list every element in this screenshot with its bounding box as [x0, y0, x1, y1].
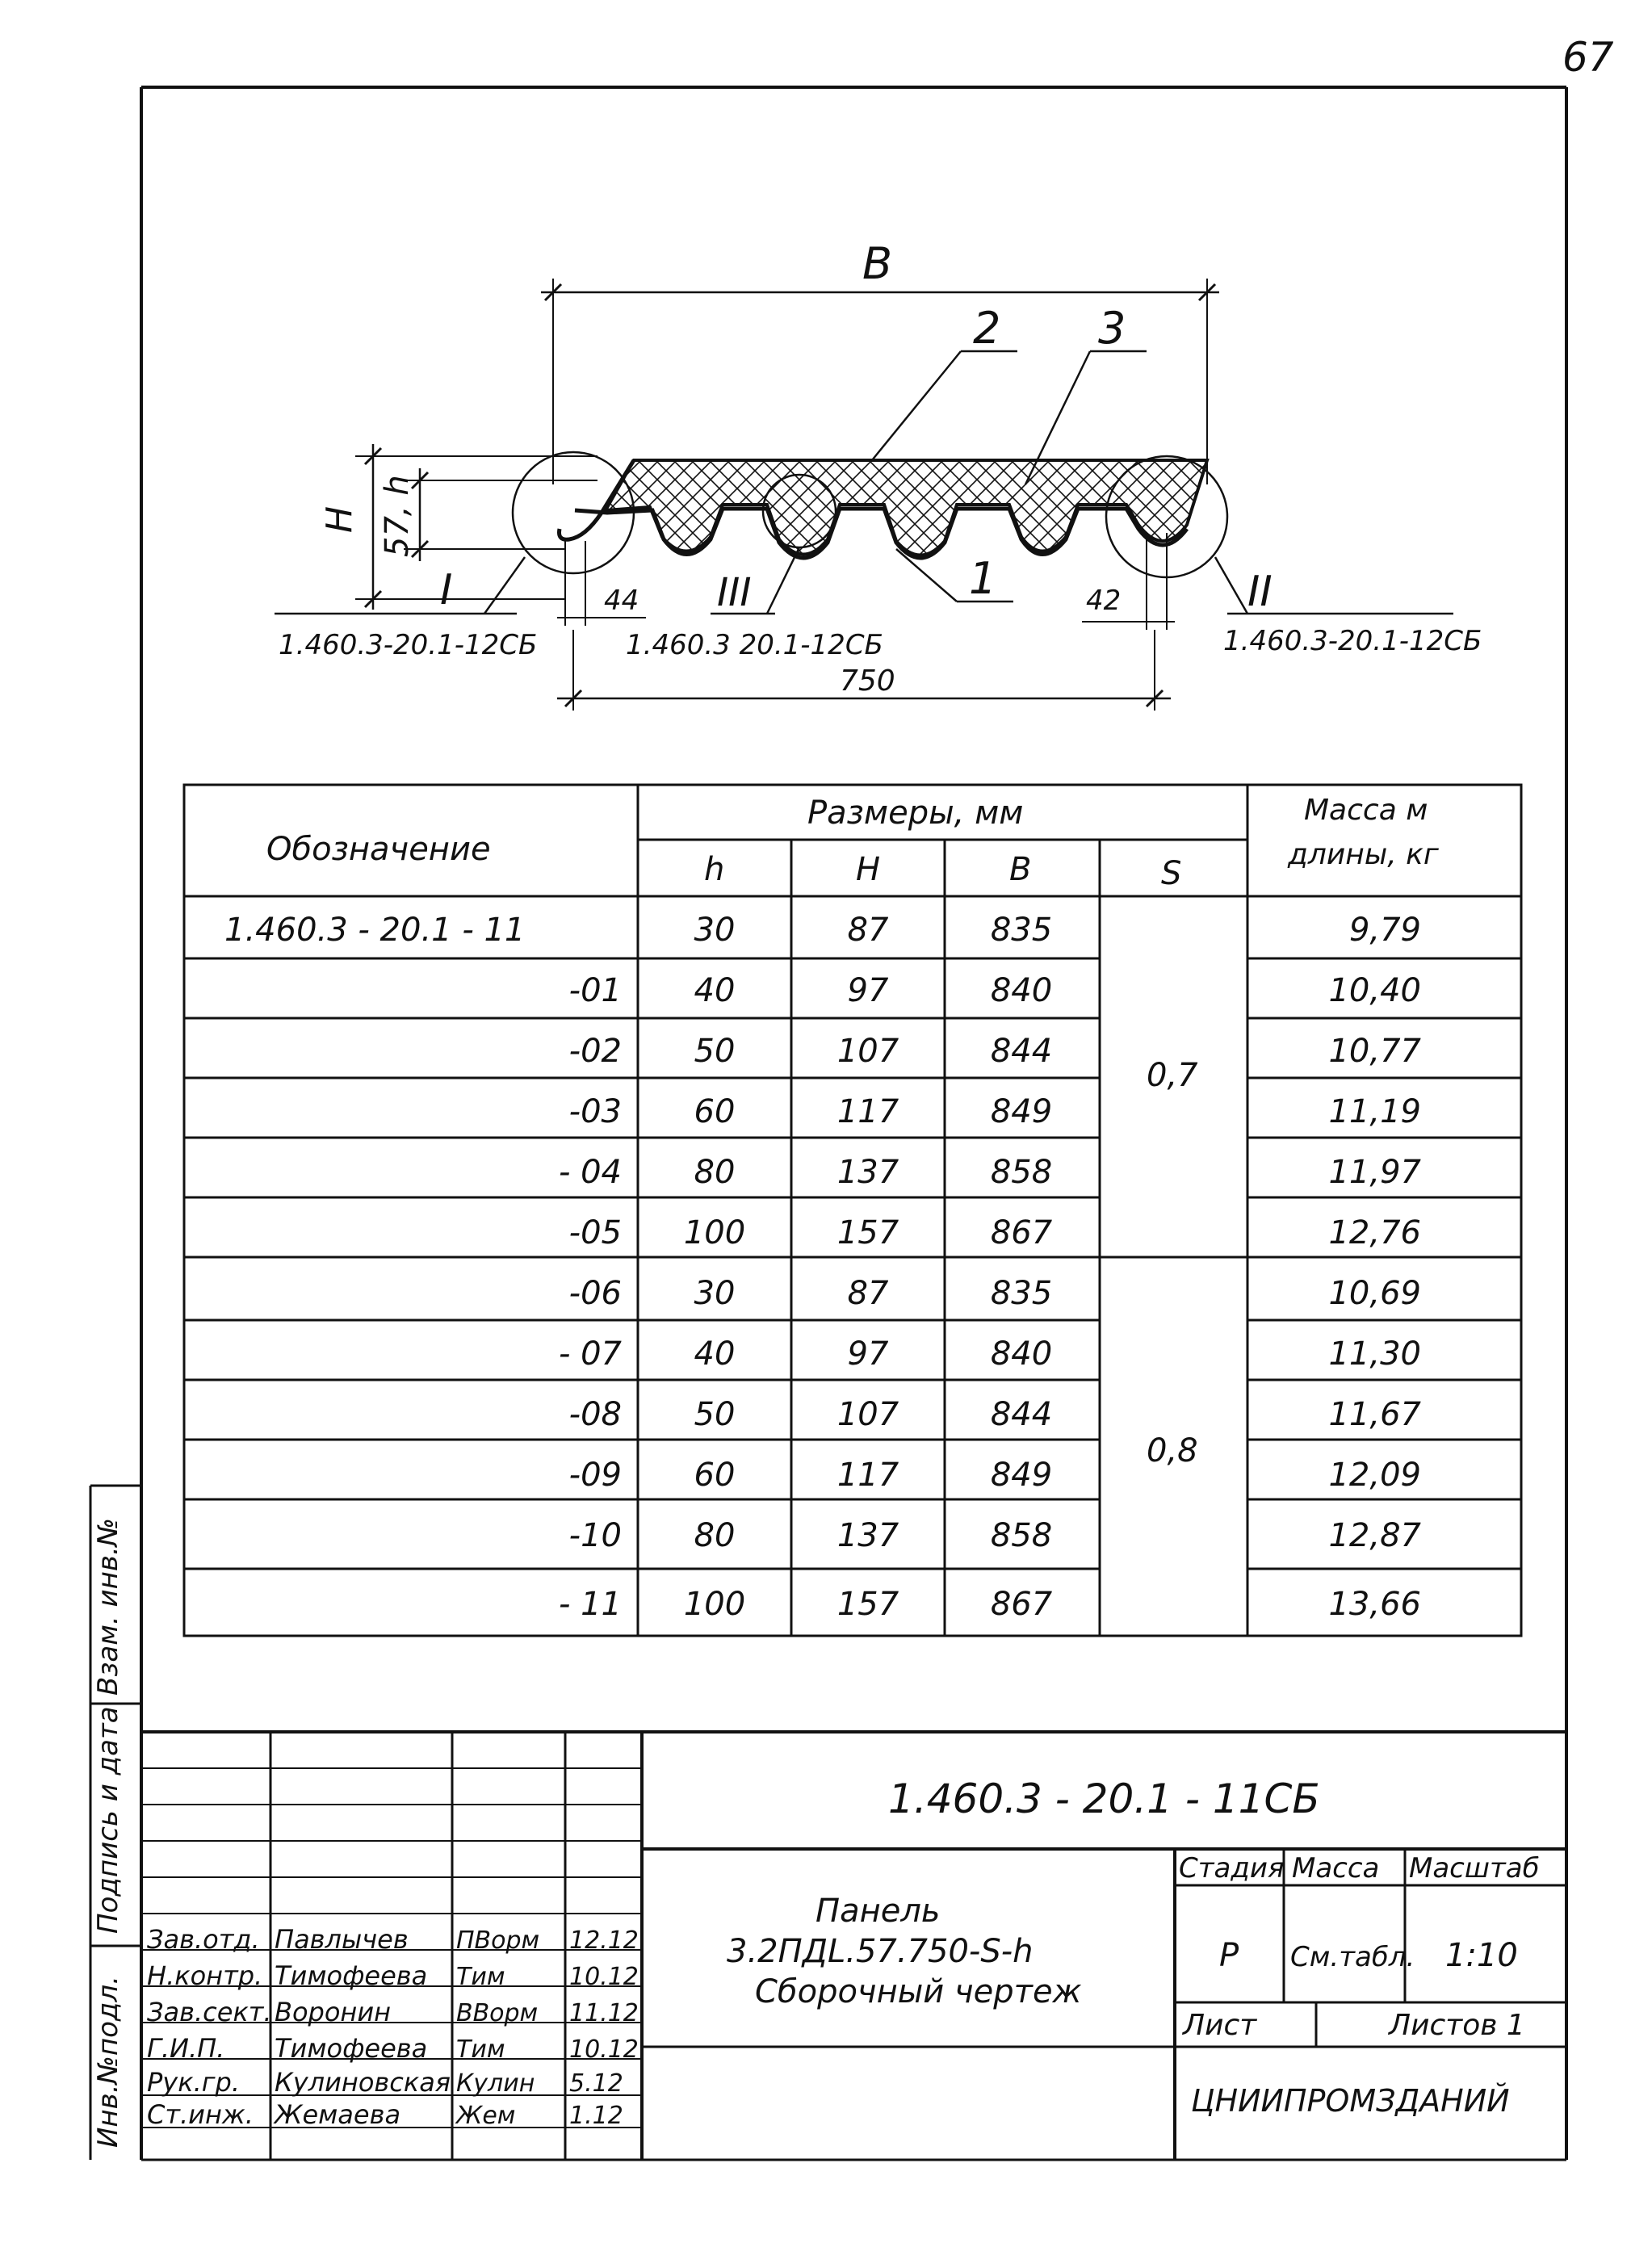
- person-role: Зав.сект.: [147, 1997, 272, 2027]
- row-mass: 10,77: [1328, 1033, 1421, 1070]
- row-B: 867: [990, 1214, 1053, 1251]
- row-h: 30: [694, 912, 736, 949]
- person-signature: Жем: [456, 2102, 516, 2130]
- person-signature: Тим: [456, 2035, 505, 2064]
- person-name: Жемаева: [275, 2099, 401, 2130]
- row-H: 157: [836, 1214, 899, 1251]
- row-B: 858: [990, 1154, 1053, 1191]
- person-date: 10.12: [569, 2035, 639, 2064]
- person-signature: Тим: [456, 1963, 505, 1991]
- row-H: 107: [836, 1396, 899, 1433]
- stamp-podpis: Подпись и дата: [92, 1706, 124, 1934]
- row-h: 100: [683, 1586, 746, 1623]
- organization: ЦНИИПРОМЗДАНИЙ: [1191, 2083, 1510, 2119]
- person-role: Зав.отд.: [147, 1924, 260, 1955]
- row-mass: 11,30: [1328, 1335, 1421, 1373]
- header-mass: Масса м: [1304, 794, 1428, 827]
- row-designation: 1.460.3 - 20.1 - 11: [224, 912, 526, 949]
- node-ii-label: II: [1247, 568, 1273, 616]
- title-name-2: 3.2ПДL.57.750-S-h: [727, 1933, 1034, 1970]
- row-designation: -06: [568, 1275, 622, 1312]
- row-H: 157: [836, 1586, 899, 1623]
- header-S: S: [1161, 855, 1182, 892]
- header-H: H: [856, 851, 881, 888]
- callout-2: 2: [973, 303, 1001, 354]
- masshtab-label: Масштаб: [1409, 1852, 1540, 1884]
- row-H: 87: [847, 1275, 889, 1312]
- row-B: 840: [990, 1335, 1053, 1373]
- person-date: 12.12: [569, 1926, 639, 1955]
- person-name: Кулиновская: [275, 2067, 451, 2098]
- header-B: В: [1009, 851, 1032, 888]
- title-name-3: Сборочный чертеж: [755, 1973, 1082, 2010]
- row-H: 107: [836, 1033, 899, 1070]
- row-h: 30: [694, 1275, 736, 1312]
- list-label: Лист: [1183, 2009, 1257, 2042]
- row-mass: 12,87: [1328, 1517, 1421, 1554]
- row-designation: -02: [568, 1033, 622, 1070]
- row-H: 117: [836, 1093, 899, 1130]
- spec-table: [184, 785, 1521, 1636]
- dim-44: 44: [604, 585, 639, 617]
- person-signature: Кулин: [456, 2069, 535, 2098]
- person-date: 1.12: [569, 2102, 623, 2130]
- dim-42: 42: [1086, 585, 1122, 617]
- row-mass: 10,40: [1328, 972, 1421, 1009]
- person-name: Тимофеева: [275, 1960, 428, 1991]
- row-designation: -09: [568, 1457, 622, 1494]
- person-signature: ВВорм: [456, 1999, 539, 2027]
- dim-57h: 57, h: [379, 475, 416, 557]
- row-B: 840: [990, 972, 1053, 1009]
- panel-section-drawing: [275, 238, 1482, 711]
- row-h: 80: [694, 1154, 736, 1191]
- s-group-1: 0,7: [1147, 1057, 1198, 1094]
- row-H: 117: [836, 1457, 899, 1494]
- row-designation: - 11: [558, 1586, 622, 1623]
- s-group-2: 0,8: [1147, 1432, 1198, 1469]
- stadia-value: Р: [1219, 1937, 1239, 1974]
- doc-code: 1.460.3 - 20.1 - 11СБ: [888, 1775, 1320, 1822]
- row-B: 858: [990, 1517, 1053, 1554]
- person-name: Воронин: [275, 1997, 392, 2027]
- row-H: 97: [847, 972, 889, 1009]
- dim-b-label: В: [862, 238, 893, 289]
- row-h: 100: [683, 1214, 746, 1251]
- row-H: 87: [847, 912, 889, 949]
- row-designation: - 07: [558, 1335, 622, 1373]
- row-mass: 11,97: [1328, 1154, 1421, 1191]
- row-h: 40: [694, 972, 736, 1009]
- row-h: 50: [694, 1033, 736, 1070]
- row-designation: - 04: [558, 1154, 622, 1191]
- row-h: 80: [694, 1517, 736, 1554]
- dim-h-big: H: [319, 505, 360, 533]
- row-H: 137: [836, 1154, 899, 1191]
- header-sizes: Размеры, мм: [807, 794, 1024, 832]
- title-name-1: Панель: [816, 1893, 941, 1930]
- stadia-label: Стадия: [1179, 1852, 1285, 1884]
- person-role: Г.И.П.: [147, 2033, 225, 2064]
- row-h: 60: [694, 1093, 736, 1130]
- row-h: 50: [694, 1396, 736, 1433]
- row-mass: 11,19: [1328, 1093, 1421, 1130]
- side-stamp: [90, 1486, 141, 2160]
- row-mass: 13,66: [1328, 1586, 1421, 1623]
- dim-750: 750: [840, 664, 895, 698]
- person-name: Тимофеева: [275, 2033, 428, 2064]
- massa-label: Масса: [1292, 1852, 1380, 1884]
- row-B: 867: [990, 1586, 1053, 1623]
- title-block: [141, 1732, 1566, 2160]
- callout-1: 1: [969, 553, 997, 604]
- person-date: 11.12: [569, 1999, 639, 2027]
- listov-label: Листов 1: [1389, 2009, 1525, 2042]
- row-mass: 11,67: [1328, 1396, 1421, 1433]
- row-designation: -05: [568, 1214, 622, 1251]
- person-signature: ПВорм: [456, 1926, 540, 1955]
- row-B: 844: [990, 1396, 1053, 1433]
- row-h: 40: [694, 1335, 736, 1373]
- row-mass: 9,79: [1348, 912, 1421, 949]
- node-iii-ref: 1.460.3 20.1-12СБ: [626, 629, 883, 661]
- row-h: 60: [694, 1457, 736, 1494]
- row-designation: -10: [568, 1517, 622, 1554]
- row-H: 137: [836, 1517, 899, 1554]
- node-i-ref: 1.460.3-20.1-12СБ: [279, 629, 538, 661]
- person-date: 5.12: [569, 2069, 623, 2098]
- stamp-inv-podl: Инв.№подл.: [92, 1976, 124, 2148]
- row-designation: -01: [568, 972, 622, 1009]
- row-mass: 12,09: [1328, 1457, 1421, 1494]
- callout-3: 3: [1098, 303, 1126, 354]
- row-mass: 12,76: [1328, 1214, 1421, 1251]
- page-number: 67: [1562, 34, 1614, 81]
- row-B: 835: [990, 1275, 1053, 1312]
- row-B: 849: [990, 1093, 1053, 1130]
- header-mass-2: длины, кг: [1288, 838, 1439, 871]
- row-mass: 10,69: [1328, 1275, 1421, 1312]
- person-role: Н.контр.: [147, 1960, 263, 1991]
- node-ii-ref: 1.460.3-20.1-12СБ: [1223, 625, 1482, 657]
- row-designation: -08: [568, 1396, 622, 1433]
- person-name: Павлычев: [275, 1924, 409, 1955]
- header-designation: Обозначение: [266, 831, 491, 868]
- row-designation: -03: [568, 1093, 622, 1130]
- stamp-vzam: Взам. инв.№: [92, 1517, 124, 1696]
- person-role: Ст.инж.: [147, 2099, 254, 2130]
- row-B: 849: [990, 1457, 1053, 1494]
- node-iii-label: III: [717, 570, 752, 615]
- row-H: 97: [847, 1335, 889, 1373]
- person-date: 10.12: [569, 1963, 639, 1991]
- row-B: 835: [990, 912, 1053, 949]
- node-i-label: I: [440, 566, 453, 614]
- person-role: Рук.гр.: [147, 2067, 241, 2098]
- header-h: h: [704, 851, 725, 888]
- massa-value: См.табл.: [1290, 1941, 1415, 1973]
- row-B: 844: [990, 1033, 1053, 1070]
- masshtab-value: 1:10: [1445, 1937, 1518, 1974]
